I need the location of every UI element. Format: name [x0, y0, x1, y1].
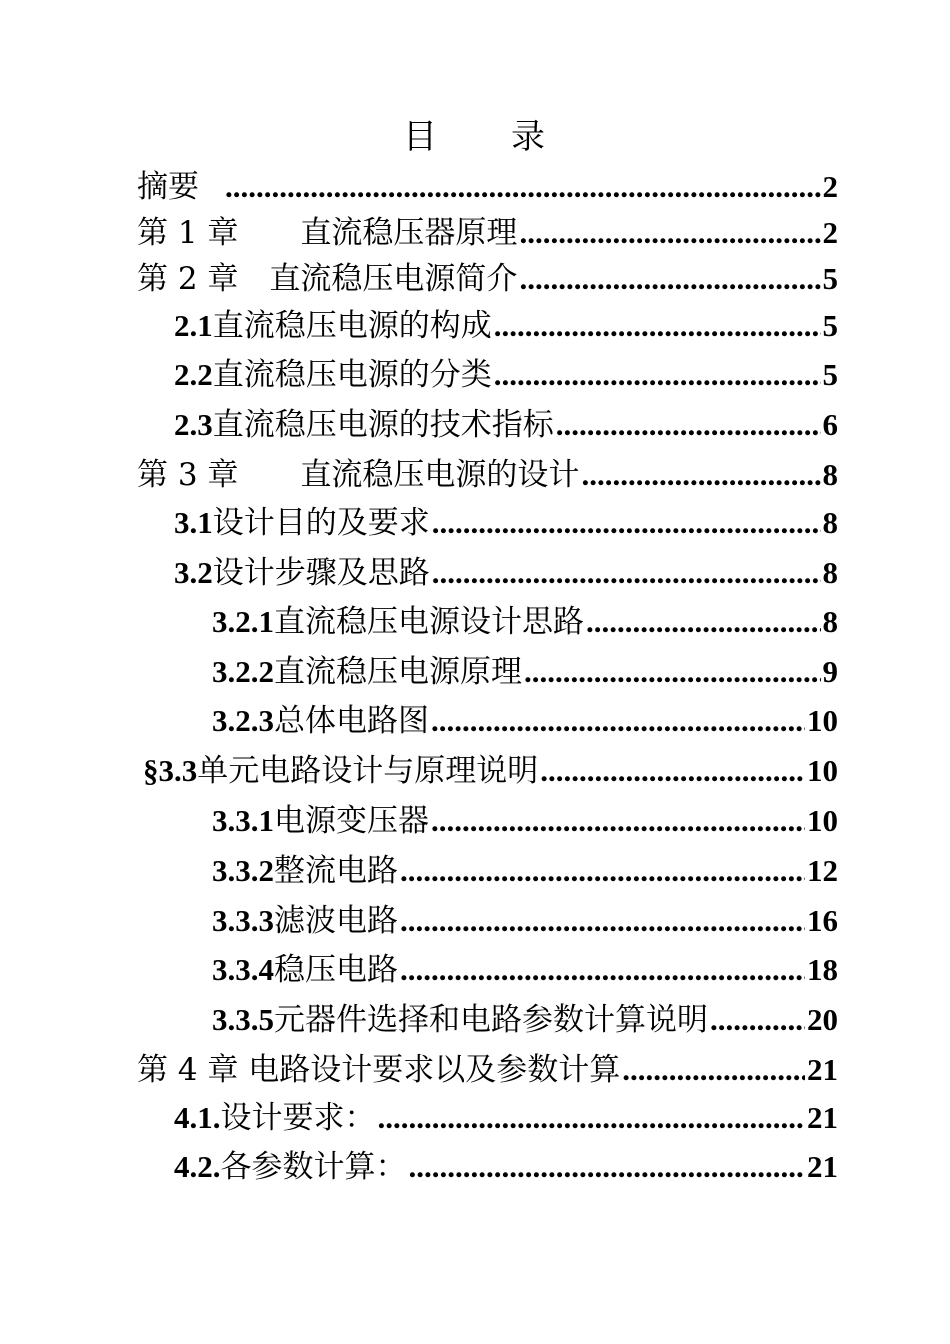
toc-entry-3-3-3[interactable]: [212, 898, 838, 944]
toc-entry-chapter-1[interactable]: [137, 210, 838, 256]
toc-entry-number: 2.2: [174, 357, 213, 392]
toc-entry-number: 3.3.4: [212, 952, 274, 987]
toc-entry-number: 3.2.2: [212, 654, 274, 689]
toc-entry-number: 3.3.3: [212, 903, 274, 938]
toc-leader: [494, 352, 821, 398]
toc-entry-title: 直流稳压电源设计思路: [274, 604, 584, 640]
toc-entry-chapter-2[interactable]: [137, 256, 838, 302]
toc-entry-4-1[interactable]: [174, 1095, 838, 1141]
toc-entry-3-3[interactable]: [143, 748, 838, 794]
toc-entry-title: 滤波电路: [274, 903, 398, 939]
toc-entry-page: 18: [807, 952, 838, 987]
toc-entry-page: 6: [822, 407, 838, 442]
toc-leader: [494, 303, 821, 349]
toc-leader: [432, 550, 821, 596]
toc-leader: [622, 1047, 805, 1093]
toc-entry-title: 第 4 章 电路设计要求以及参数计算: [137, 1052, 621, 1088]
toc-leader: [519, 210, 820, 256]
toc-entry-number: 3.2.3: [212, 703, 274, 738]
toc-entry-page: 8: [822, 505, 838, 540]
toc-entry-number: §3.3: [143, 753, 198, 788]
toc-leader: [400, 898, 805, 944]
toc-entry-title: 摘要: [137, 169, 199, 205]
toc-entry-page: 5: [822, 308, 838, 343]
toc-entry-2-3[interactable]: [174, 402, 838, 448]
toc-entry-title: 整流电路: [274, 853, 398, 889]
toc-leader: [225, 164, 820, 210]
toc-entry-page: 10: [807, 803, 838, 838]
toc-entry-number: 3.1: [174, 505, 213, 540]
toc-leader: [409, 1144, 806, 1190]
toc-entry-title: 第 2 章 直流稳压电源简介: [137, 261, 518, 297]
toc-entry-chapter-4[interactable]: [137, 1047, 838, 1093]
toc-leader: [431, 798, 805, 844]
toc-leader: [432, 500, 821, 546]
toc-entry-page: 8: [822, 457, 838, 492]
toc-leader: [400, 848, 805, 894]
toc-leader: [378, 1095, 806, 1141]
toc-entry-title: 总体电路图: [274, 703, 429, 739]
toc-entry-3-2-1[interactable]: [212, 599, 838, 645]
toc-entry-number: 3.3.5: [212, 1002, 274, 1037]
toc-entry-3-3-4[interactable]: [212, 947, 838, 993]
toc-entry-number: 2.3: [174, 407, 213, 442]
toc-entry-title: 电源变压器: [274, 803, 429, 839]
toc-entry-number: 3.2: [174, 555, 213, 590]
toc-entry-page: 8: [822, 555, 838, 590]
toc-entry-title: 设计步骤及思路: [212, 555, 430, 591]
toc-entry-page: 21: [807, 1052, 838, 1087]
toc-entry-2-2[interactable]: [174, 352, 838, 398]
toc-entry-page: 10: [807, 703, 838, 738]
toc-entry-page: 21: [807, 1100, 838, 1135]
toc-leader: [556, 402, 821, 448]
toc-entry-page: 2: [822, 169, 838, 204]
toc-entry-page: 9: [822, 654, 838, 689]
toc-entry-page: 20: [807, 1002, 838, 1037]
toc-entry-page: 12: [807, 853, 838, 888]
toc-entry-title: 各参数计算：: [220, 1149, 407, 1185]
toc-entry-3-3-5[interactable]: [212, 997, 838, 1043]
toc-entry-chapter-3[interactable]: [137, 452, 838, 498]
toc-entry-page: 2: [822, 215, 838, 250]
toc-entry-title: 直流稳压电源的构成: [212, 308, 492, 344]
toc-entry-page: 8: [822, 604, 838, 639]
toc-entry-number: 3.3.2: [212, 853, 274, 888]
toc-entry-4-2[interactable]: [174, 1144, 838, 1190]
toc-entry-title: 设计要求：: [220, 1100, 376, 1136]
toc-entry-page: 21: [807, 1149, 838, 1184]
toc-entry-number: 3.3.1: [212, 803, 274, 838]
toc-entry-3-2-2[interactable]: [212, 649, 838, 695]
toc-entry-title: 第 3 章 直流稳压电源的设计: [137, 457, 580, 493]
toc-entry-title: 设计目的及要求: [212, 505, 430, 541]
toc-leader: [519, 256, 820, 302]
page-title: 目 录: [403, 117, 547, 157]
toc-entry-3-2-3[interactable]: [212, 698, 838, 744]
toc-entry-title: 单元电路设计与原理说明: [197, 753, 539, 789]
toc-leader: [431, 698, 805, 744]
toc-leader: [524, 649, 821, 695]
toc-entry-number: 3.2.1: [212, 604, 274, 639]
toc-entry-page: 5: [822, 357, 838, 392]
toc-leader: [581, 452, 820, 498]
toc-entry-title: 直流稳压电源的技术指标: [212, 407, 554, 443]
toc-entry-page: 16: [807, 903, 838, 938]
toc-leader: [400, 947, 805, 993]
toc-entry-title: 第 1 章 直流稳压器原理: [137, 215, 518, 251]
toc-entry-title: 元器件选择和电路参数计算说明: [274, 1002, 708, 1038]
toc-leader: [710, 997, 805, 1043]
toc-entry-2-1[interactable]: [174, 303, 838, 349]
toc-entry-number: 4.2.: [174, 1149, 221, 1184]
toc-entry-page: 5: [822, 261, 838, 296]
toc-entry-abstract[interactable]: [137, 164, 838, 210]
toc-entry-page: 10: [807, 753, 838, 788]
toc-entry-3-2[interactable]: [174, 550, 838, 596]
toc-entry-title: 稳压电路: [274, 952, 398, 988]
toc-entry-3-1[interactable]: [174, 500, 838, 546]
toc-entry-number: 2.1: [174, 308, 213, 343]
toc-leader: [586, 599, 821, 645]
toc-entry-title: 直流稳压电源原理: [274, 654, 522, 690]
toc-entry-number: 4.1.: [174, 1100, 221, 1135]
toc-entry-3-3-2[interactable]: [212, 848, 838, 894]
toc-entry-title: 直流稳压电源的分类: [212, 357, 492, 393]
toc-leader: [540, 748, 805, 794]
toc-entry-3-3-1[interactable]: [212, 798, 838, 844]
